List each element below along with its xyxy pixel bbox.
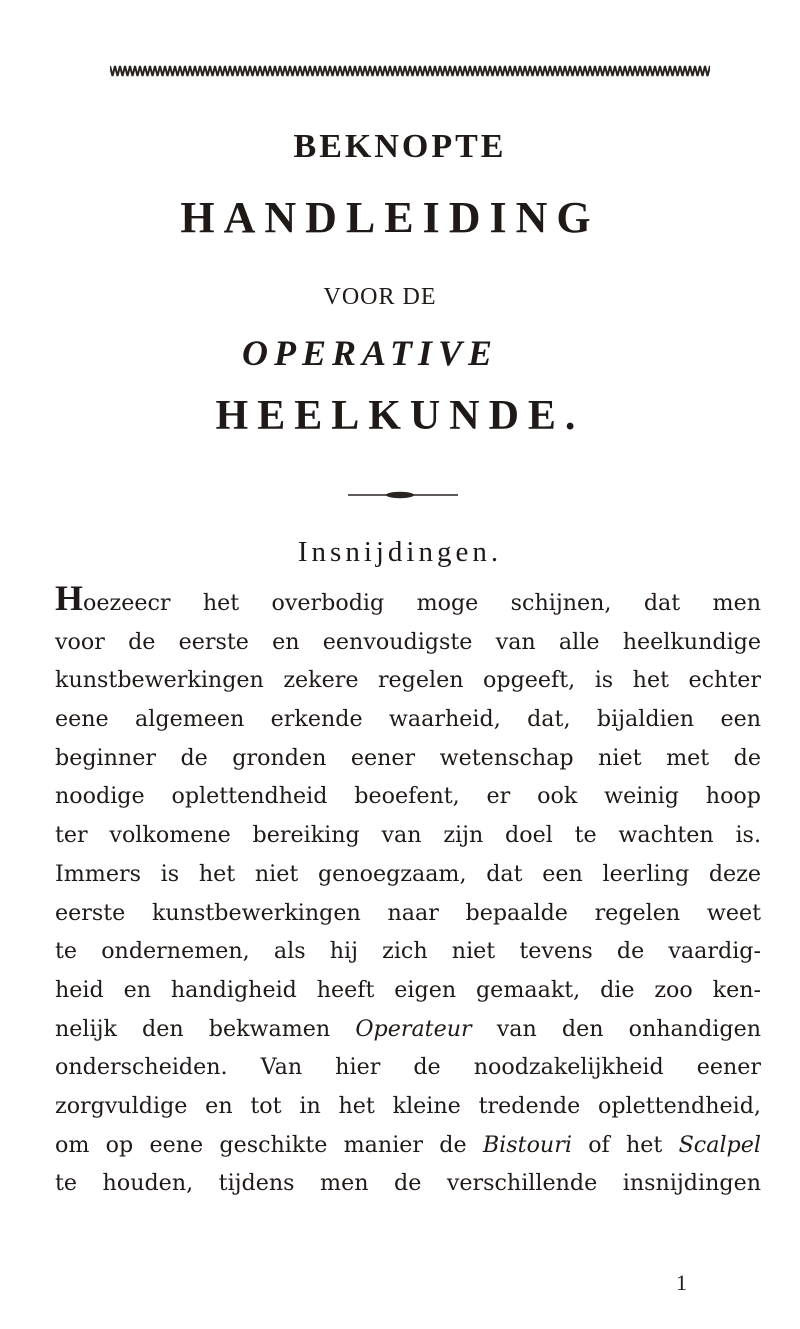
text-line: eerste kunstbewerkingen naar bepaalde regelen weet: [55, 899, 761, 926]
body-paragraph: [55, 578, 761, 1203]
italic-term-operateur: Operateur: [355, 1015, 472, 1042]
title-heelkunde: HEELKUNDE.: [215, 393, 585, 439]
text-line: om op eene geschikte manier de Bistouri of het Scalpel: [55, 1131, 761, 1158]
text-line: te ondernemen, als hij zich niet tevens de vaardig-: [55, 938, 761, 965]
text-line: eene algemeen erkende waarheid, dat, bijaldien een: [55, 706, 761, 733]
ornamental-border: [110, 60, 710, 82]
text-line: Hoezeecr het overbodig moge schijnen, dat men: [55, 578, 761, 618]
text-line: kunstbewerkingen zekere regelen opgeeft, is het echter: [55, 667, 761, 694]
title-operative: OPERATIVE: [241, 333, 499, 373]
text-line: zorgvuldige en tot in het kleine tredende oplettendheid,: [55, 1092, 761, 1119]
italic-term-bistouri: Bistouri: [482, 1131, 572, 1158]
text-line: voor de eerste en eenvoudigste van alle heelkundige: [55, 628, 761, 655]
text-line: ter volkomene bereiking van zijn doel te wachten is.: [55, 822, 761, 849]
title-handleiding: HANDLEIDING: [180, 193, 600, 242]
title-beknopte: BEKNOPTE: [293, 128, 507, 165]
text-line: te houden, tijdens men de verschillende insnijdingen: [55, 1170, 761, 1197]
drop-cap: H: [55, 578, 84, 618]
text-line: Immers is het niet genoegzaam, dat een leerling deze: [55, 860, 761, 887]
text-line: onderscheiden. Van hier de noodzakelijkheid eener: [55, 1054, 761, 1081]
text-line: heid en handigheid heeft eigen gemaakt, die zoo ken-: [55, 976, 761, 1003]
text-line: nelijk den bekwamen Operateur van den onhandigen: [55, 1015, 761, 1042]
section-heading: Insnijdingen.: [297, 536, 503, 568]
text-line: noodige oplettendheid beoefent, er ook weinig hoop: [55, 783, 761, 810]
italic-term-scalpel: Scalpel: [678, 1131, 761, 1158]
title-voor-de: VOOR DE: [323, 284, 437, 310]
decorative-rule: [348, 490, 458, 500]
page-number: 1: [676, 1270, 687, 1295]
text-line: beginner de gronden eener wetenschap niet met de: [55, 744, 761, 771]
